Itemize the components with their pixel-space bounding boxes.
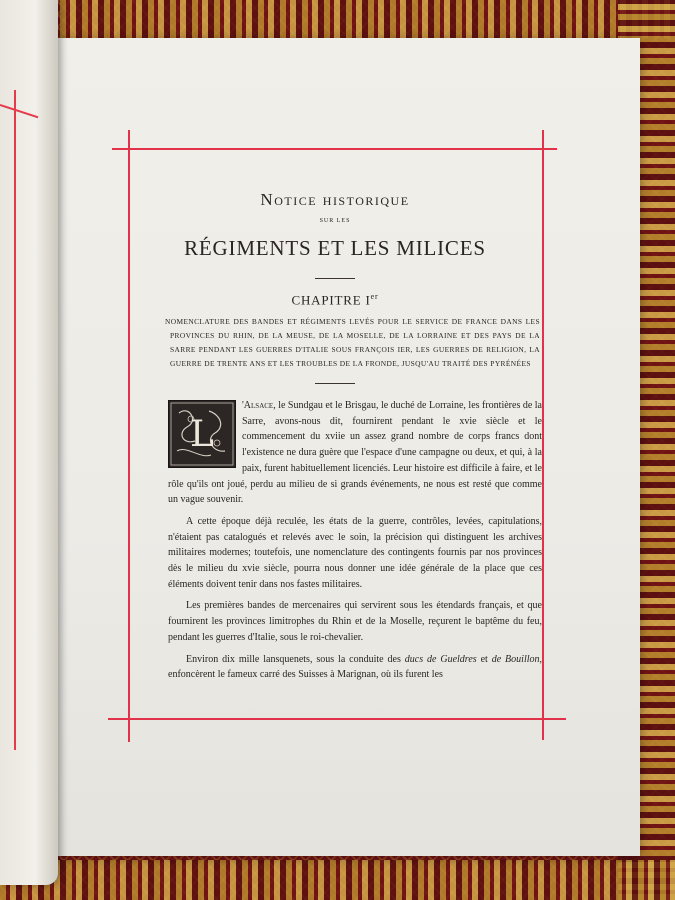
svg-text:L: L: [190, 414, 214, 455]
chapter-label: CHAPITRE I: [291, 292, 371, 308]
summary-rule: [315, 383, 355, 384]
paragraph-2: A cette époque déjà reculée, les états de la guerre, contrôles, levées, capitulations, n'étaient pas catalogués et relevés avec le soin, la précision qui distinguent les archives militaires modernes; toutefois, une nomenclature des contingents fournis par nos provinces dès le milieu du xvie siècle, pourra nous donner une idée générale de la place que ces éléments doivent tenir dans nos fastes militaires.: [168, 515, 542, 590]
p4-a: Environ dix mille lansquenets, sous la conduite des: [186, 653, 405, 665]
title-rule: [315, 278, 355, 279]
text-block: [130, 150, 540, 710]
paragraph-3: Les premières bandes de mercenaires qui servirent sous les étendards français, et que fournirent les provinces limitrophes du Rhin et de la Moselle, reçurent le baptême du feu, pendant les guerres d'Italie, sous le roi-chevalier.: [168, 600, 542, 643]
paragraph-1: [168, 398, 542, 508]
paragraph-4: [168, 652, 542, 683]
p4-b: ducs de Gueldres: [404, 653, 477, 665]
dropcap-flourish-icon: [169, 401, 235, 467]
frame-line-bottom: [108, 718, 566, 720]
main-title: RÉGIMENTS ET LES MILICES: [184, 236, 486, 260]
p4-c: et: [476, 653, 492, 665]
dropcap-ornament: [168, 400, 236, 468]
p4-d: de Bouillon: [491, 653, 540, 665]
chapter-sup: er: [370, 292, 379, 301]
left-page-red-rule: [14, 90, 16, 750]
p1-smallcaps: 'Alsace: [242, 400, 274, 411]
cover-gilt-border-top: [60, 0, 675, 38]
chapter-heading: [130, 292, 540, 308]
notice-title: Notice historique: [260, 190, 410, 209]
sur-les-label: SUR LES: [319, 218, 351, 224]
frame-line-right: [542, 130, 544, 740]
p4-e: , enfoncèrent le fameux carré des Suisses à Marignan, où ils furent les: [168, 653, 542, 681]
body-text: [168, 398, 542, 689]
left-page-edge: [0, 0, 58, 885]
p1-rest: , le Sundgau et le Brisgau, le duché de Lorraine, les frontières de la Sarre, avons-nous dit, fournirent pendant le xvie siècle et le commencement du xviie un assez grand nombre de corps francs dont l'existence ne dura guère que l'espace d'une campagne ou deux, et qui, à la paix, furent habituellement licenciés. Leur histoire est difficile à faire, et le rôle qu'ils ont joué, perdu au milieu de si grands événements, ne nous est resté que comme un vague souvenir.: [168, 400, 542, 506]
left-page-red-rule-corner: [0, 104, 38, 118]
cover-gilt-border-bottom: [0, 860, 675, 900]
chapter-summary: NOMENCLATURE DES BANDES ET RÉGIMENTS LEVÉS POUR LE SERVICE DE FRANCE DANS LES PROVINCES DU RHIN, DE LA MEUSE, DE LA MOSELLE, DE LA LORRAINE ET DES PAYS DE LA SARRE PENDANT LES GUERRES D'ITALIE SOUS FRANÇOIS IER, LES GUERRES DE RELIGION, LA GUERRE DE TRENTE ANS ET LES TROUBLES DE LA FRONDE, JUSQU'AU TRAITÉ DES PYRÉNÉES: [165, 317, 540, 368]
